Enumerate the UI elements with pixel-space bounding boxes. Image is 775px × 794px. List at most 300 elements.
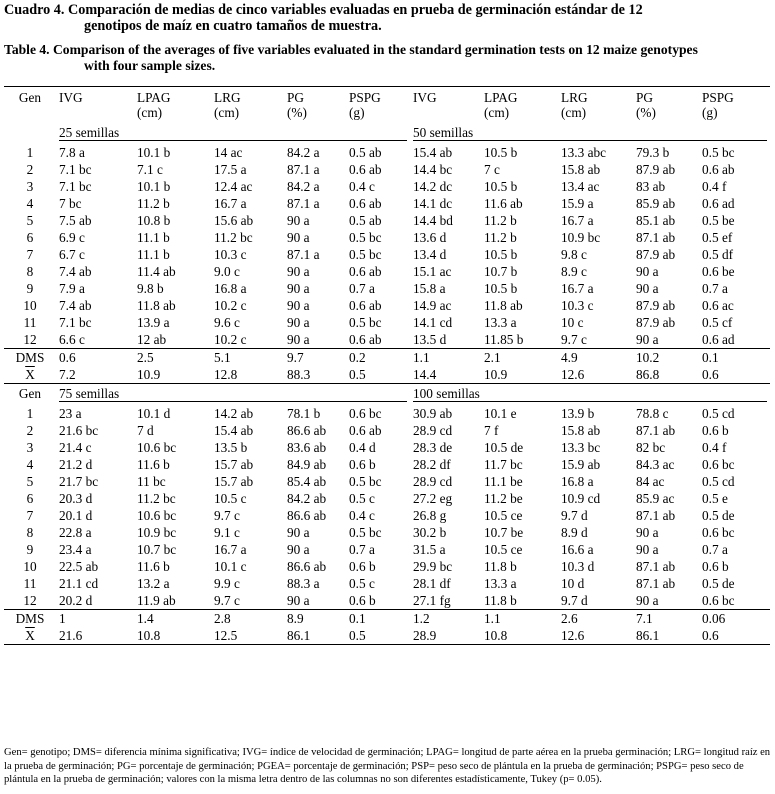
sample-size-left — [56, 384, 410, 406]
value-cell: 90 a — [287, 525, 310, 540]
dms-value: 0.6 — [56, 349, 134, 367]
value-cell: 90 a — [287, 281, 310, 296]
sample-gen-label: Gen — [4, 384, 56, 406]
dms-value: 1.1 — [481, 610, 558, 628]
genotype-cell: 10 — [23, 559, 37, 574]
value-cell: 10.1 c — [214, 559, 247, 574]
value-cell: 10.3 c — [214, 247, 247, 262]
header-col-name: PG — [636, 90, 653, 105]
value-cell: 87.1 ab — [636, 576, 676, 591]
value-cell: 23.4 a — [59, 542, 92, 557]
value-cell: 0.5 e — [702, 491, 728, 506]
sample-size-right — [410, 384, 770, 406]
value-cell: 0.6 be — [702, 264, 735, 279]
value-cell: 11.2 b — [137, 196, 170, 211]
dms-value: 10.2 — [633, 349, 699, 367]
value-cell: 0.6 ab — [349, 162, 382, 177]
value-cell: 11.6 b — [137, 457, 170, 472]
value-cell: 10.5 ce — [484, 508, 523, 523]
table-row — [4, 456, 770, 473]
value-cell: 78.1 b — [287, 406, 321, 421]
value-cell: 16.7 a — [561, 281, 594, 296]
value-cell: 10.6 bc — [137, 508, 177, 523]
table-footnote: Gen= genotipo; DMS= diferencia mínima significativa; IVG= índice de velocidad de germinación; LPAG= longitud de parte aérea en la prueba germinación; LRG= longitud raíz en la prueba de germinación; PG= porcentaje de germinación; PGEA= porcentaje de germinación; PSP= peso seco de plántula en la prueba de germinación; PSPG= peso seco de plántula en la prueba de germinación; valores con la misma letra dentro de las columnas no son diferentes estadísticamente, Tukey (p= 0.05). — [4, 747, 771, 785]
value-cell: 90 a — [287, 264, 310, 279]
value-cell: 0.6 bc — [702, 525, 735, 540]
mean-value: 10.9 — [137, 367, 161, 382]
value-cell: 12.4 ac — [214, 179, 253, 194]
value-cell: 0.4 f — [702, 179, 727, 194]
value-cell: 10.9 cd — [561, 491, 601, 506]
value-cell: 11.8 b — [484, 559, 517, 574]
value-cell: 0.6 b — [702, 559, 729, 574]
genotype-cell: 6 — [26, 491, 34, 506]
value-cell: 79.3 b — [636, 145, 670, 160]
value-cell: 10.7 be — [484, 525, 524, 540]
genotype-cell: 11 — [23, 576, 37, 591]
dms-value: 8.9 — [284, 610, 346, 628]
value-cell: 0.5 bc — [349, 474, 382, 489]
value-cell: 0.7 a — [349, 281, 375, 296]
value-cell: 17.5 a — [214, 162, 247, 177]
genotype-cell: 3 — [26, 179, 34, 194]
value-cell: 15.4 ab — [214, 423, 254, 438]
dms-label: DMS — [4, 349, 56, 367]
value-cell: 10.5 b — [484, 179, 518, 194]
header-col-name: IVG — [413, 90, 437, 105]
mean-value: 10.8 — [134, 627, 211, 645]
value-cell: 10.1 b — [137, 179, 171, 194]
value-cell: 90 a — [636, 542, 659, 557]
value-cell: 0.6 bc — [349, 406, 382, 421]
table-row — [4, 558, 770, 575]
value-cell: 13.3 a — [484, 576, 517, 591]
header-col-8 — [633, 87, 699, 124]
mean-value: 14.4 — [413, 367, 437, 382]
table-row — [4, 422, 770, 439]
value-cell: 10.5 de — [484, 440, 524, 455]
value-cell: 28.9 cd — [413, 423, 453, 438]
value-cell: 0.5 be — [702, 213, 735, 228]
value-cell: 11.9 ab — [137, 593, 176, 608]
value-cell: 13.6 d — [413, 230, 447, 245]
dms-value: 0.1 — [346, 610, 410, 628]
value-cell: 9.7 c — [214, 593, 240, 608]
value-cell: 26.8 g — [413, 508, 447, 523]
value-cell: 82 bc — [636, 440, 666, 455]
genotype-cell: 5 — [26, 213, 34, 228]
value-cell: 0.6 ab — [349, 298, 382, 313]
value-cell: 13.9 b — [561, 406, 595, 421]
value-cell: 83 ab — [636, 179, 666, 194]
value-cell: 16.8 a — [214, 281, 247, 296]
value-cell: 30.9 ab — [413, 406, 453, 421]
value-cell: 0.4 d — [349, 440, 376, 455]
value-cell: 11.2 be — [484, 491, 523, 506]
value-cell: 11.8 ab — [484, 298, 523, 313]
value-cell: 21.2 d — [59, 457, 93, 472]
mean-value: 12.8 — [214, 367, 238, 382]
value-cell: 10.3 c — [561, 298, 594, 313]
mean-value: 12.6 — [558, 627, 633, 645]
value-cell: 0.6 b — [349, 593, 376, 608]
value-cell: 13.2 a — [137, 576, 170, 591]
genotype-cell: 7 — [26, 247, 34, 262]
value-cell: 10.3 d — [561, 559, 595, 574]
mean-value: 86.8 — [636, 367, 660, 382]
genotype-cell: 4 — [26, 457, 34, 472]
value-cell: 14.1 dc — [413, 196, 453, 211]
value-cell: 9.7 d — [561, 593, 588, 608]
genotype-cell: 5 — [26, 474, 34, 489]
value-cell: 7 bc — [59, 196, 82, 211]
value-cell: 0.7 a — [702, 281, 728, 296]
value-cell: 15.8 ab — [561, 162, 601, 177]
value-cell: 0.4 f — [702, 440, 727, 455]
sample-size-row — [4, 384, 770, 406]
caption-english — [4, 42, 770, 73]
caption-en-line1: Table 4. Comparison of the averages of five variables evaluated in the standard germination tests on 12 maize genotypes — [4, 42, 698, 57]
value-cell: 15.1 ac — [413, 264, 452, 279]
value-cell: 13.4 d — [413, 247, 447, 262]
sample-size-row — [4, 123, 770, 144]
value-cell: 14.2 dc — [413, 179, 453, 194]
table-row — [4, 405, 770, 422]
value-cell: 0.6 ad — [702, 196, 735, 211]
table-row — [4, 439, 770, 456]
value-cell: 7.9 a — [59, 281, 85, 296]
value-cell: 0.5 cd — [702, 474, 735, 489]
value-cell: 0.6 ac — [702, 298, 734, 313]
genotype-cell: 2 — [26, 423, 34, 438]
value-cell: 11.6 ab — [484, 196, 523, 211]
mean-label — [4, 366, 56, 384]
value-cell: 0.4 c — [349, 179, 375, 194]
value-cell: 11.1 be — [484, 474, 523, 489]
value-cell: 28.9 cd — [413, 474, 453, 489]
value-cell: 90 a — [287, 332, 310, 347]
mean-value: 86.1 — [284, 627, 346, 645]
mean-symbol: $\overline{X}$ — [25, 628, 35, 643]
mean-value: 0.5 — [346, 627, 410, 645]
value-cell: 10.1 d — [137, 406, 171, 421]
value-cell: 9.7 c — [561, 332, 587, 347]
header-col-name: LPAG — [484, 90, 518, 105]
value-cell: 10.2 c — [214, 298, 247, 313]
dms-row — [4, 349, 770, 367]
value-cell: 87.1 a — [287, 196, 320, 211]
table-row — [4, 297, 770, 314]
table-row — [4, 144, 770, 161]
value-cell: 10.1 b — [137, 145, 171, 160]
value-cell: 14.9 ac — [413, 298, 452, 313]
value-cell: 7.1 bc — [59, 179, 92, 194]
value-cell: 86.6 ab — [287, 559, 327, 574]
genotype-cell: 8 — [26, 525, 34, 540]
table-row — [4, 195, 770, 212]
sample-size-left — [56, 123, 410, 144]
value-cell: 0.5 c — [349, 491, 375, 506]
header-col-9 — [699, 87, 770, 124]
value-cell: 87.1 ab — [636, 423, 676, 438]
value-cell: 21.7 bc — [59, 474, 99, 489]
value-cell: 11.2 bc — [214, 230, 253, 245]
value-cell: 11.2 b — [484, 230, 517, 245]
table-row — [4, 473, 770, 490]
table-row — [4, 524, 770, 541]
value-cell: 0.5 bc — [702, 145, 735, 160]
header-col-name: PSPG — [702, 90, 734, 105]
value-cell: 87.9 ab — [636, 162, 676, 177]
value-cell: 0.5 cf — [702, 315, 733, 330]
value-cell: 30.2 b — [413, 525, 447, 540]
value-cell: 9.1 c — [214, 525, 240, 540]
sample-label-left: 25 semillas — [59, 125, 407, 141]
table-row — [4, 592, 770, 610]
value-cell: 11.6 b — [137, 559, 170, 574]
value-cell: 13.5 b — [214, 440, 248, 455]
dms-value: 9.7 — [284, 349, 346, 367]
value-cell: 0.6 b — [702, 423, 729, 438]
value-cell: 10.5 b — [484, 145, 518, 160]
value-cell: 11.8 b — [484, 593, 517, 608]
value-cell: 15.9 a — [561, 196, 594, 211]
value-cell: 15.6 ab — [214, 213, 254, 228]
table-row — [4, 575, 770, 592]
value-cell: 90 a — [287, 593, 310, 608]
genotype-cell: 2 — [26, 162, 34, 177]
value-cell: 13.9 a — [137, 315, 170, 330]
value-cell: 27.1 fg — [413, 593, 451, 608]
value-cell: 87.1 ab — [636, 508, 676, 523]
caption-es-line2: genotipos de maíz en cuatro tamaños de muestra. — [84, 17, 382, 34]
value-cell: 8.9 d — [561, 525, 588, 540]
value-cell: 15.7 ab — [214, 457, 254, 472]
value-cell: 78.8 c — [636, 406, 669, 421]
value-cell: 0.5 ab — [349, 213, 382, 228]
header-col-unit: (cm) — [484, 105, 510, 120]
value-cell: 0.5 cd — [702, 406, 735, 421]
value-cell: 87.1 a — [287, 162, 320, 177]
genotype-cell: 10 — [23, 298, 37, 313]
value-cell: 87.9 ab — [636, 247, 676, 262]
value-cell: 10.5 b — [484, 281, 518, 296]
value-cell: 0.5 de — [702, 576, 735, 591]
table-row — [4, 490, 770, 507]
value-cell: 10.7 b — [484, 264, 518, 279]
dms-value: 2.8 — [211, 610, 284, 628]
table-row — [4, 314, 770, 331]
header-col-unit: (cm) — [137, 105, 163, 120]
mean-value: 10.9 — [484, 367, 508, 382]
value-cell: 20.1 d — [59, 508, 93, 523]
value-cell: 6.7 c — [59, 247, 85, 262]
value-cell: 14.4 bd — [413, 213, 453, 228]
value-cell: 85.9 ab — [636, 196, 676, 211]
value-cell: 10.9 bc — [561, 230, 601, 245]
value-cell: 10.7 bc — [137, 542, 177, 557]
header-row — [4, 87, 770, 124]
value-cell: 16.7 a — [561, 213, 594, 228]
value-cell: 85.1 ab — [636, 213, 676, 228]
value-cell: 84.2 a — [287, 179, 320, 194]
mean-value: 0.5 — [349, 367, 366, 382]
value-cell: 9.6 c — [214, 315, 240, 330]
header-col-unit: (g) — [349, 105, 365, 120]
header-col-4 — [346, 87, 410, 124]
value-cell: 0.6 ab — [349, 423, 382, 438]
value-cell: 11.1 b — [137, 247, 170, 262]
value-cell: 11.2 bc — [137, 491, 176, 506]
value-cell: 14 ac — [214, 145, 243, 160]
caption-es-line1: Cuadro 4. Comparación de medias de cinco variables evaluadas en prueba de germinación estándar de 12 — [4, 2, 643, 18]
value-cell: 31.5 a — [413, 542, 446, 557]
value-cell: 13.5 d — [413, 332, 447, 347]
value-cell: 8.9 c — [561, 264, 587, 279]
table-row — [4, 246, 770, 263]
header-col-unit: (cm) — [214, 105, 240, 120]
value-cell: 0.6 ad — [702, 332, 735, 347]
mean-row — [4, 366, 770, 384]
value-cell: 90 a — [287, 213, 310, 228]
value-cell: 7 c — [484, 162, 500, 177]
value-cell: 0.4 c — [349, 508, 375, 523]
table-row — [4, 507, 770, 524]
genotype-cell: 4 — [26, 196, 34, 211]
header-col-name: IVG — [59, 90, 83, 105]
mean-symbol: $\overline{X}$ — [25, 367, 35, 382]
caption-en-line2: with four sample sizes. — [84, 57, 216, 73]
value-cell: 88.3 a — [287, 576, 320, 591]
value-cell: 84.2 ab — [287, 491, 327, 506]
value-cell: 0.5 bc — [349, 247, 382, 262]
value-cell: 0.5 bc — [349, 525, 382, 540]
value-cell: 27.2 eg — [413, 491, 453, 506]
genotype-cell: 6 — [26, 230, 34, 245]
value-cell: 84 ac — [636, 474, 665, 489]
value-cell: 85.9 ac — [636, 491, 675, 506]
value-cell: 16.7 a — [214, 196, 247, 211]
dms-value: 1.1 — [410, 349, 481, 367]
header-col-name: LRG — [214, 90, 241, 105]
value-cell: 7.8 a — [59, 145, 85, 160]
mean-value: 12.5 — [211, 627, 284, 645]
table-row — [4, 331, 770, 349]
header-col-name: PG — [287, 90, 304, 105]
genotype-cell: 3 — [26, 440, 34, 455]
value-cell: 21.1 cd — [59, 576, 99, 591]
value-cell: 83.6 ab — [287, 440, 327, 455]
value-cell: 87.9 ab — [636, 298, 676, 313]
value-cell: 20.3 d — [59, 491, 93, 506]
value-cell: 0.7 a — [702, 542, 728, 557]
genotype-cell: 9 — [26, 281, 34, 296]
value-cell: 11.85 b — [484, 332, 524, 347]
value-cell: 87.1 ab — [636, 559, 676, 574]
table-row — [4, 263, 770, 280]
value-cell: 13.4 ac — [561, 179, 600, 194]
value-cell: 15.8 ab — [561, 423, 601, 438]
genotype-cell: 9 — [26, 542, 34, 557]
value-cell: 0.6 ab — [349, 332, 382, 347]
value-cell: 10.8 b — [137, 213, 171, 228]
header-col-7 — [558, 87, 633, 124]
value-cell: 11.1 b — [137, 230, 170, 245]
dms-value: 1 — [56, 610, 134, 628]
dms-value: 0.06 — [699, 610, 770, 628]
genotype-cell: 12 — [23, 593, 37, 608]
value-cell: 0.6 ab — [349, 264, 382, 279]
table-row — [4, 178, 770, 195]
sample-label-left: 75 semillas — [59, 386, 407, 402]
header-col-unit: (%) — [636, 105, 656, 120]
value-cell: 7.5 ab — [59, 213, 92, 228]
value-cell: 16.6 a — [561, 542, 594, 557]
value-cell: 7.4 ab — [59, 264, 92, 279]
value-cell: 16.7 a — [214, 542, 247, 557]
value-cell: 90 a — [287, 230, 310, 245]
value-cell: 22.5 ab — [59, 559, 99, 574]
genotype-cell: 8 — [26, 264, 34, 279]
dms-value: 0.1 — [699, 349, 770, 367]
value-cell: 90 a — [636, 525, 659, 540]
value-cell: 0.5 df — [702, 247, 734, 262]
genotype-cell: 11 — [23, 315, 37, 330]
dms-value: 4.9 — [558, 349, 633, 367]
mean-value: 7.2 — [59, 367, 76, 382]
value-cell: 90 a — [636, 264, 659, 279]
value-cell: 29.9 bc — [413, 559, 453, 574]
value-cell: 20.2 d — [59, 593, 93, 608]
value-cell: 14.2 ab — [214, 406, 254, 421]
dms-value: 2.6 — [558, 610, 633, 628]
value-cell: 7.1 bc — [59, 162, 92, 177]
value-cell: 10 d — [561, 576, 585, 591]
value-cell: 28.3 de — [413, 440, 453, 455]
dms-value: 5.1 — [211, 349, 284, 367]
value-cell: 12 ab — [137, 332, 167, 347]
mean-value: 28.9 — [410, 627, 481, 645]
sample-gen-label — [4, 123, 56, 144]
value-cell: 28.2 df — [413, 457, 451, 472]
value-cell: 13.3 a — [484, 315, 517, 330]
value-cell: 90 a — [636, 593, 659, 608]
value-cell: 11.8 ab — [137, 298, 176, 313]
value-cell: 10.6 bc — [137, 440, 177, 455]
value-cell: 0.5 bc — [349, 315, 382, 330]
value-cell: 0.7 a — [349, 542, 375, 557]
value-cell: 84.9 ab — [287, 457, 327, 472]
table-body — [4, 87, 770, 645]
sample-size-right — [410, 123, 770, 144]
dms-value: 2.5 — [134, 349, 211, 367]
dms-value: 0.2 — [346, 349, 410, 367]
header-col-name: LPAG — [137, 90, 171, 105]
value-cell: 10.1 e — [484, 406, 517, 421]
header-gen: Gen — [18, 90, 42, 105]
dms-value: 7.1 — [633, 610, 699, 628]
value-cell: 11.7 bc — [484, 457, 523, 472]
value-cell: 7.1 c — [137, 162, 163, 177]
value-cell: 10.5 c — [214, 491, 247, 506]
value-cell: 90 a — [636, 281, 659, 296]
header-col-5 — [410, 87, 481, 124]
value-cell: 0.6 ab — [349, 196, 382, 211]
caption-spanish — [4, 3, 770, 34]
mean-label — [4, 627, 56, 645]
value-cell: 90 a — [636, 332, 659, 347]
value-cell: 90 a — [287, 542, 310, 557]
